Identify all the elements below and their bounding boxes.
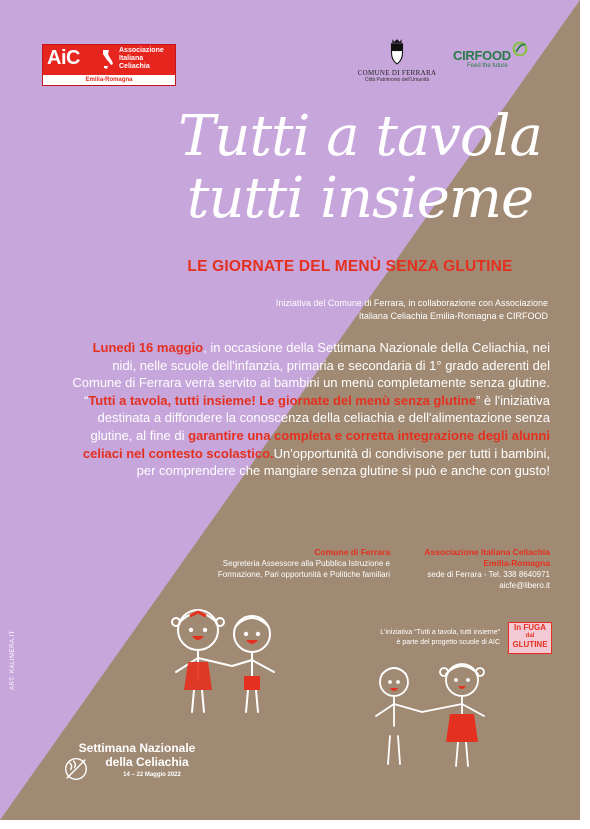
aic-name-line: Celiachia [119,63,150,70]
title-line-2: tutti insieme [186,166,534,231]
body-text-2: ” è l'iniziativa destinata a diffondere la conoscenza della celiachia e dell'alimentazione senza glutine, al fine di [90,392,550,443]
settimana-logo [62,741,212,778]
aic-name-line: Italiana [119,55,144,62]
initiative-name: Tutti a tavola, tutti insieme! Le giornate del menù senza glutine [88,392,476,408]
italy-map-icon [101,49,113,71]
body-text-3: Un'opportunità di condivisone per tutti i bambini, per comprendere che mangiare senza glutine si può e anche con gusto! [136,445,550,479]
kids-illustration-left [140,600,310,720]
aic-region: Emilia-Romagna [43,75,175,85]
contact-ferrara [210,547,390,580]
project-note-line: L'iniziativa “Tutti a tavola, tutti insieme” [380,629,500,636]
ferrara-logo [352,38,442,83]
fuga-logo-text: dal [525,633,535,639]
contact-title: Emilia-Romagna [483,558,550,568]
aic-mark: AiC [47,47,80,69]
body-text-1: , in occasione della Settimana Nazionale della Celiachia, nei nidi, nelle scuole dell'infanzia, primaria e secondaria di 1° grado aderenti del Comune di Ferrara verrà servito ai bambini un menù completamente senza glutine. “ [72,340,550,408]
contact-phone: sede di Ferrara - Tel. 338 8640971 [427,570,550,579]
body-paragraph [72,339,550,480]
project-note [330,628,500,648]
contact-email[interactable]: aicfe@libero.it [499,581,550,590]
intro-text [200,297,548,323]
art-credit: ART: KALIMERA.IT [10,630,16,690]
aic-name-line: Associazione [119,47,164,54]
contact-line: Formazione, Pari opportunità e Politiche familiari [217,570,390,579]
cirfood-payoff: Feed the future [467,63,508,69]
event-date: Lunedì 16 maggio [92,340,204,355]
crest-icon [386,38,408,66]
cirfood-logo [453,40,533,69]
intro-line: Iniziativa del Comune di Ferrara, in collaborazione con Associazione [275,298,548,308]
aic-name [119,47,173,71]
ferrara-name: COMUNE DI FERRARA [357,69,437,77]
fuga-logo-text: In FUGA [514,623,546,632]
settimana-dates: 14 – 22 Maggio 2022 [123,772,181,778]
intro-line: Italiana Celiachia Emilia-Romagna e CIRFOOD [358,311,548,321]
initiative-goal: garantire una completa e corretta integrazione degli alunni celiaci nel contesto scolastico. [82,427,550,461]
title-line-1: Tutti a tavola [178,104,542,169]
kids-illustration-right [360,658,510,780]
poster-subtitle: LE GIORNATE DEL MENÙ SENZA GLUTINE [187,258,513,275]
contact-title: Comune di Ferrara [314,547,390,557]
settimana-line-1: Settimana Nazionale [78,741,196,755]
leaf-icon [511,40,529,58]
project-note-line: è parte del progetto scuole di AIC [396,639,500,646]
fuga-logo-text: GLUTINE [512,640,548,649]
aic-logo [42,44,176,86]
settimana-line-2: della Celiachia [105,755,189,769]
wheat-cross-icon [62,755,90,783]
fuga-logo [508,622,552,654]
contact-aic [400,547,550,591]
poster-title [150,106,570,230]
contact-line: Segreteria Assessore alla Pubblica Istruzione e [222,559,390,568]
ferrara-sub: Città Patrimonio dell'Umanità [364,77,430,83]
cirfood-name: CIRFOOD [453,48,511,63]
contact-title: Associazione Italiana Celiachia [424,547,550,557]
